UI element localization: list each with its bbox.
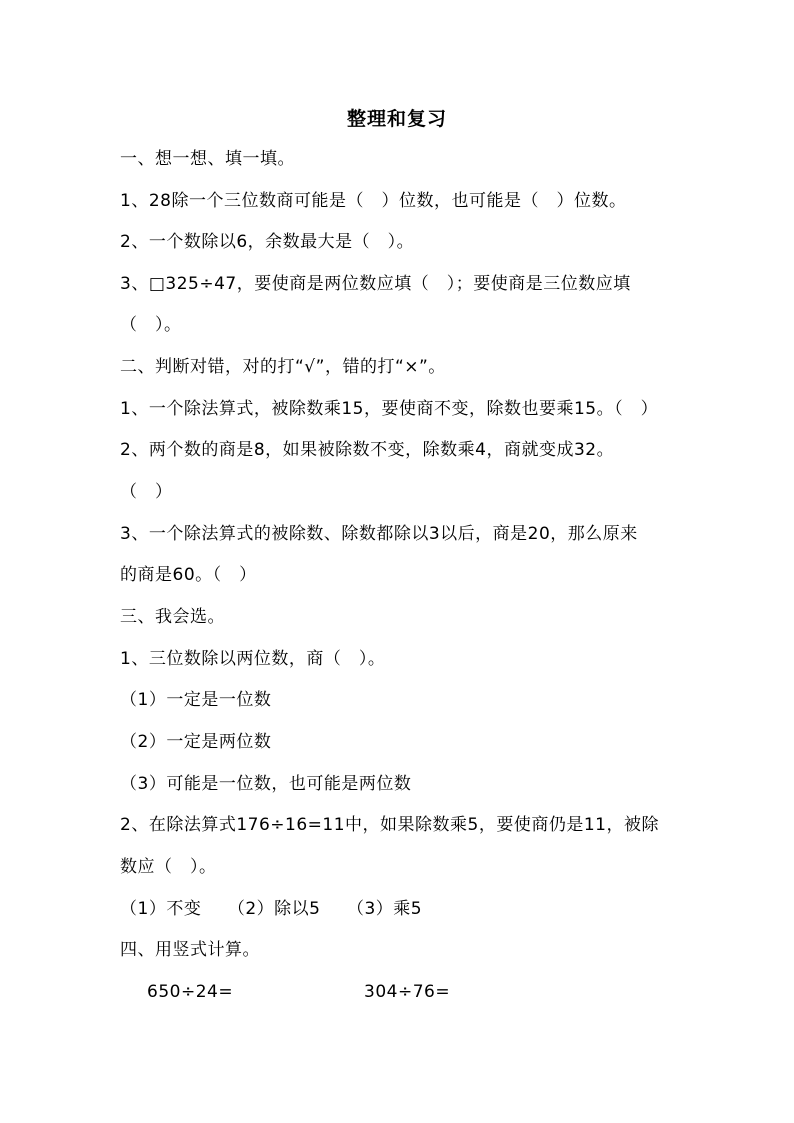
section-3-question-1-option-3: （3）可能是一位数，也可能是两位数 [120, 774, 412, 794]
section-2-question-1: 1、一个除法算式，被除数乘15，要使商不变，除数也要乘15。（ ） [120, 399, 659, 419]
section-3-question-2-continued: 数应（ ）。 [120, 857, 217, 877]
section-3-heading: 三、我会选。 [120, 607, 225, 627]
section-2-question-3: 3、一个除法算式的被除数、除数都除以3以后，商是20，那么原来 [120, 524, 638, 544]
page-title: 整理和复习 [346, 108, 447, 130]
section-1-question-3-continued: （ ）。 [120, 315, 182, 335]
section-3-question-1: 1、三位数除以两位数，商（ ）。 [120, 649, 386, 669]
section-3-question-1-option-2: （2）一定是两位数 [120, 732, 272, 752]
section-4-heading: 四、用竖式计算。 [120, 940, 260, 960]
section-1-question-3: 3、□325÷47，要使商是两位数应填（ ）；要使商是三位数应填 [120, 274, 631, 294]
section-2-question-2: 2、两个数的商是8，如果被除数不变，除数乘4，商就变成32。 [120, 440, 615, 460]
section-2-question-3-continued: 的商是60。（ ） [120, 565, 257, 585]
section-3-question-2-options: （1）不变 （2）除以5 （3）乘5 [120, 899, 423, 919]
section-3-question-1-option-1: （1）一定是一位数 [120, 690, 272, 710]
section-1-question-1: 1、28除一个三位数商可能是（ ）位数，也可能是（ ）位数。 [120, 191, 627, 211]
section-2-question-2-continued: （ ） [120, 482, 173, 502]
section-3-question-2: 2、在除法算式176÷16=11中，如果除数乘5，要使商仍是11，被除 [120, 815, 659, 835]
section-1-heading: 一、想一想、填一填。 [120, 149, 295, 169]
section-1-question-2: 2、一个数除以6，余数最大是（ ）。 [120, 232, 415, 252]
section-2-heading: 二、判断对错，对的打“√”，错的打“×”。 [120, 357, 446, 377]
calculation-1: 650÷24= [147, 982, 234, 1002]
calculation-2: 304÷76= [364, 982, 451, 1002]
